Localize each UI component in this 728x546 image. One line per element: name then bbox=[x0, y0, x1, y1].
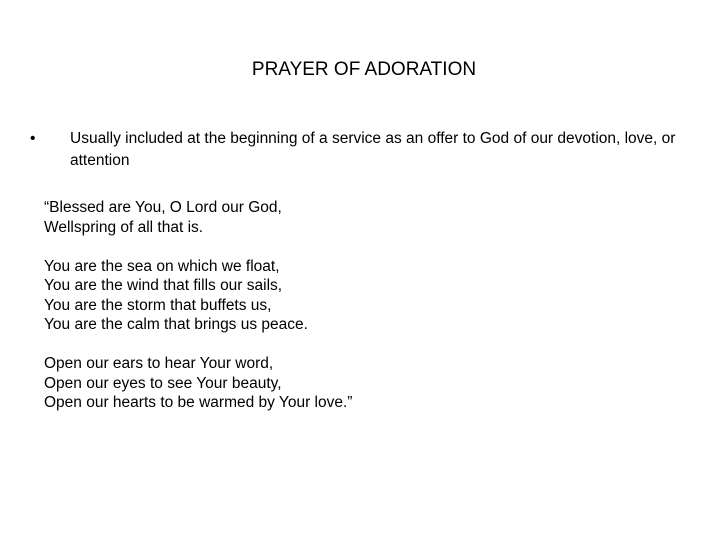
prayer-line: Open our ears to hear Your word, bbox=[44, 355, 274, 372]
stanza bbox=[44, 354, 684, 413]
prayer-line: You are the storm that buffets us, bbox=[44, 296, 272, 314]
prayer-line: Open our hearts to be warmed by Your love.” bbox=[44, 394, 353, 411]
prayer-quote bbox=[44, 198, 684, 432]
stanza bbox=[44, 198, 684, 237]
prayer-line: Wellspring of all that is. bbox=[44, 218, 204, 236]
prayer-line: You are the calm that brings us peace. bbox=[44, 316, 308, 333]
bullet-text: Usually included at the beginning of a service as an offer to God of our devotion, love, or attention bbox=[70, 130, 676, 169]
prayer-line: Open our eyes to see Your beauty, bbox=[44, 374, 282, 392]
slide-title: PRAYER OF ADORATION bbox=[251, 59, 477, 80]
prayer-line: You are the sea on which we float, bbox=[44, 257, 280, 275]
prayer-line: You are the wind that fills our sails, bbox=[44, 277, 283, 294]
stanza bbox=[44, 257, 684, 335]
bullet-marker: • bbox=[30, 130, 36, 147]
bullet-item bbox=[30, 128, 690, 172]
prayer-line: “Blessed are You, O Lord our God, bbox=[44, 199, 282, 216]
